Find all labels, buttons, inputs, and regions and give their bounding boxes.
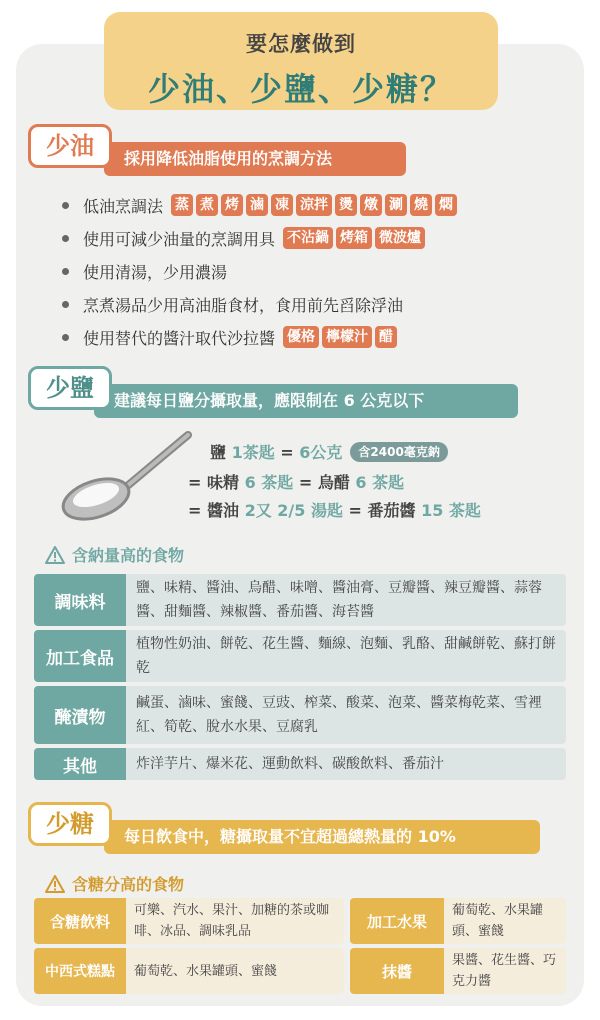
bullet-dot bbox=[62, 235, 69, 242]
sugar-label-text: 少糖 bbox=[46, 810, 94, 838]
table-category: 加工水果 bbox=[350, 898, 444, 944]
method-tag: 凍 bbox=[271, 194, 293, 216]
sodium-badge: 含2400毫克鈉 bbox=[350, 442, 447, 462]
equivalence-text: = 烏醋 bbox=[293, 473, 356, 492]
oil-headline-bar bbox=[104, 142, 406, 176]
equivalence-amount: 1茶匙 bbox=[226, 443, 275, 462]
table-cell: 葡萄乾、水果罐頭、蜜餞 bbox=[126, 948, 344, 994]
method-tag: 煮 bbox=[196, 194, 218, 216]
equivalence-text: = 味精 bbox=[188, 473, 245, 492]
warning-text: 含納量高的食物 bbox=[72, 546, 185, 565]
list-item bbox=[62, 190, 460, 220]
table-category: 醃漬物 bbox=[34, 686, 126, 744]
method-tag: 涼拌 bbox=[296, 194, 332, 216]
background-panel bbox=[16, 44, 584, 1006]
salt-equivalence-line-2 bbox=[188, 470, 404, 493]
equivalence-text: = 番茄醬 bbox=[342, 501, 422, 520]
method-tag: 燜 bbox=[435, 194, 457, 216]
bullet-text: 使用可減少油量的烹調用具 bbox=[83, 229, 276, 249]
table-cell: 可樂、汽水、果汁、加糖的茶或咖啡、冰品、調味乳品 bbox=[126, 898, 344, 944]
equivalence-amount: 6 茶匙 bbox=[355, 473, 405, 492]
title-banner bbox=[104, 12, 498, 110]
salt-equivalence-line-1 bbox=[210, 440, 448, 463]
table-row bbox=[34, 686, 566, 744]
warning-triangle-icon bbox=[44, 545, 66, 565]
method-tag: 烤 bbox=[221, 194, 243, 216]
table-cell: 炸洋芋片、爆米花、運動飲料、碳酸飲料、番茄汁 bbox=[126, 748, 566, 780]
list-item bbox=[62, 322, 400, 352]
table-row bbox=[34, 574, 566, 626]
equivalence-text: = bbox=[274, 443, 300, 462]
warning-text: 含糖分高的食物 bbox=[72, 875, 185, 894]
table-category: 調味料 bbox=[34, 574, 126, 626]
equivalence-amount: 6 茶匙 bbox=[244, 473, 294, 492]
table-category: 含糖飲料 bbox=[34, 898, 126, 944]
title-main: 少油、少鹽、少糖？ bbox=[147, 70, 454, 108]
list-item bbox=[62, 223, 428, 253]
title-subtitle: 要怎麼做到 bbox=[246, 32, 356, 56]
oil-section-label bbox=[28, 124, 112, 168]
list-item bbox=[62, 256, 235, 286]
sauce-tag: 優格 bbox=[283, 326, 319, 348]
table-cell: 鹽、味精、醬油、烏醋、味噌、醬油膏、豆瓣醬、辣豆瓣醬、蒜蓉醬、甜麵醬、辣椒醬、番茄醬、海苔醬 bbox=[126, 574, 566, 626]
table-row bbox=[350, 898, 566, 944]
table-row bbox=[350, 948, 566, 994]
equivalence-text: = 醬油 bbox=[188, 501, 245, 520]
table-row bbox=[34, 748, 566, 780]
bullet-text: 低油烹調法 bbox=[83, 196, 164, 216]
method-tag: 燒 bbox=[410, 194, 432, 216]
equivalence-text: 鹽 bbox=[210, 443, 227, 462]
tool-tag: 不沾鍋 bbox=[283, 227, 333, 249]
bullet-dot bbox=[62, 202, 69, 209]
bullet-dot bbox=[62, 301, 69, 308]
table-row bbox=[34, 948, 344, 994]
table-row bbox=[34, 630, 566, 682]
salt-section-label bbox=[28, 366, 112, 410]
bullet-text: 烹煮湯品少用高油脂食材，食用前先舀除浮油 bbox=[83, 295, 404, 315]
table-category: 抹醬 bbox=[350, 948, 444, 994]
sugar-headline-bar bbox=[104, 820, 540, 854]
bullet-text: 使用清湯，少用濃湯 bbox=[83, 262, 228, 282]
method-tag: 滷 bbox=[246, 194, 268, 216]
equivalence-amount: 6公克 bbox=[299, 443, 343, 462]
table-cell: 葡萄乾、水果罐頭、蜜餞 bbox=[444, 898, 566, 944]
salt-equivalence-line-3 bbox=[188, 498, 481, 521]
method-tag: 燙 bbox=[335, 194, 357, 216]
oil-label-text: 少油 bbox=[46, 132, 94, 160]
table-cell: 果醬、花生醬、巧克力醬 bbox=[444, 948, 566, 994]
equivalence-amount: 2又 2/5 湯匙 bbox=[244, 501, 343, 520]
table-category: 加工食品 bbox=[34, 630, 126, 682]
list-item bbox=[62, 289, 411, 319]
salt-headline: 建議每日鹽分攝取量，應限制在 6 公克以下 bbox=[114, 391, 425, 410]
tool-tag: 微波爐 bbox=[375, 227, 425, 249]
table-row bbox=[34, 898, 344, 944]
sugar-section-label bbox=[28, 802, 112, 846]
oil-headline: 採用降低油脂使用的烹調方法 bbox=[124, 149, 333, 168]
table-category: 其他 bbox=[34, 748, 126, 780]
bullet-dot bbox=[62, 268, 69, 275]
method-tag: 燉 bbox=[360, 194, 382, 216]
bullet-text: 使用替代的醬汁取代沙拉醬 bbox=[83, 328, 276, 348]
method-tag: 蒸 bbox=[171, 194, 193, 216]
table-category: 中西式糕點 bbox=[34, 948, 126, 994]
table-cell: 植物性奶油、餅乾、花生醬、麵線、泡麵、乳酪、甜鹹餅乾、蘇打餅乾 bbox=[126, 630, 566, 682]
bullet-dot bbox=[62, 334, 69, 341]
table-cell: 鹹蛋、滷味、蜜餞、豆豉、榨菜、酸菜、泡菜、醬菜梅乾菜、雪裡紅、筍乾、脫水水果、豆腐乳 bbox=[126, 686, 566, 744]
salt-label-text: 少鹽 bbox=[46, 374, 94, 402]
sauce-tag: 檸檬汁 bbox=[322, 326, 372, 348]
equivalence-amount: 15 茶匙 bbox=[421, 501, 481, 520]
warning-triangle-icon bbox=[44, 874, 66, 894]
salt-spoon-icon bbox=[56, 425, 196, 525]
sauce-tag: 醋 bbox=[375, 326, 397, 348]
tool-tag: 烤箱 bbox=[336, 227, 372, 249]
salt-headline-bar bbox=[94, 384, 518, 418]
sugar-warning-heading bbox=[44, 872, 184, 895]
salt-warning-heading bbox=[44, 543, 184, 566]
sugar-headline: 每日飲食中，糖攝取量不宜超過總熱量的 10% bbox=[124, 827, 456, 846]
method-tag: 涮 bbox=[385, 194, 407, 216]
